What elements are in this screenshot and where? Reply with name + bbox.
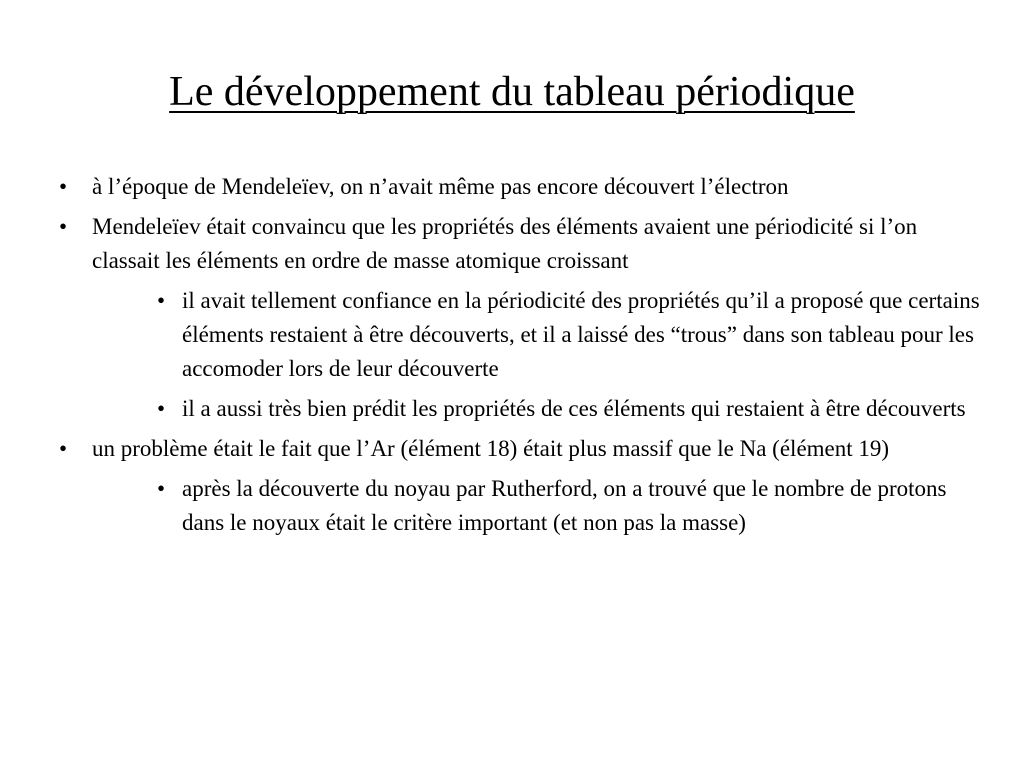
sub-bullet-item (0, 472, 1024, 540)
sub-bullet-item (0, 284, 1024, 386)
bullet-item (0, 432, 1024, 466)
bullet-marker: • (59, 436, 68, 461)
sub-bullet-item (0, 392, 1024, 426)
bullet-text: Mendeleïev était convaincu que les propriétés des éléments avaient une périodicité si l’on classait les éléments en ordre de masse atomique croissant (92, 214, 918, 273)
bullet-marker: • (157, 288, 166, 313)
bullet-marker: • (157, 396, 166, 421)
bullet-text: après la découverte du noyau par Rutherford, on a trouvé que le nombre de protons dans le noyaux était le critère important (et non pas la masse) (182, 476, 947, 535)
bullet-text: il a aussi très bien prédit les propriétés de ces éléments qui restaient à être découverts (182, 396, 966, 421)
bullet-marker: • (157, 476, 166, 501)
bullet-text: à l’époque de Mendeleïev, on n’avait même pas encore découvert l’électron (92, 174, 789, 199)
bullet-marker: • (59, 214, 68, 239)
bullet-marker: • (59, 174, 68, 199)
bullet-list (0, 170, 1024, 546)
bullet-item (0, 170, 1024, 204)
bullet-text: il avait tellement confiance en la périodicité des propriétés qu’il a proposé que certains éléments restaient à être découverts, et il a laissé des “trous” dans son tableau pour les accomoder lors de leur découverte (182, 288, 980, 381)
bullet-item (0, 210, 1024, 278)
slide-title: Le développement du tableau périodique (169, 69, 855, 115)
bullet-text: un problème était le fait que l’Ar (élément 18) était plus massif que le Na (élément 19) (92, 436, 890, 461)
